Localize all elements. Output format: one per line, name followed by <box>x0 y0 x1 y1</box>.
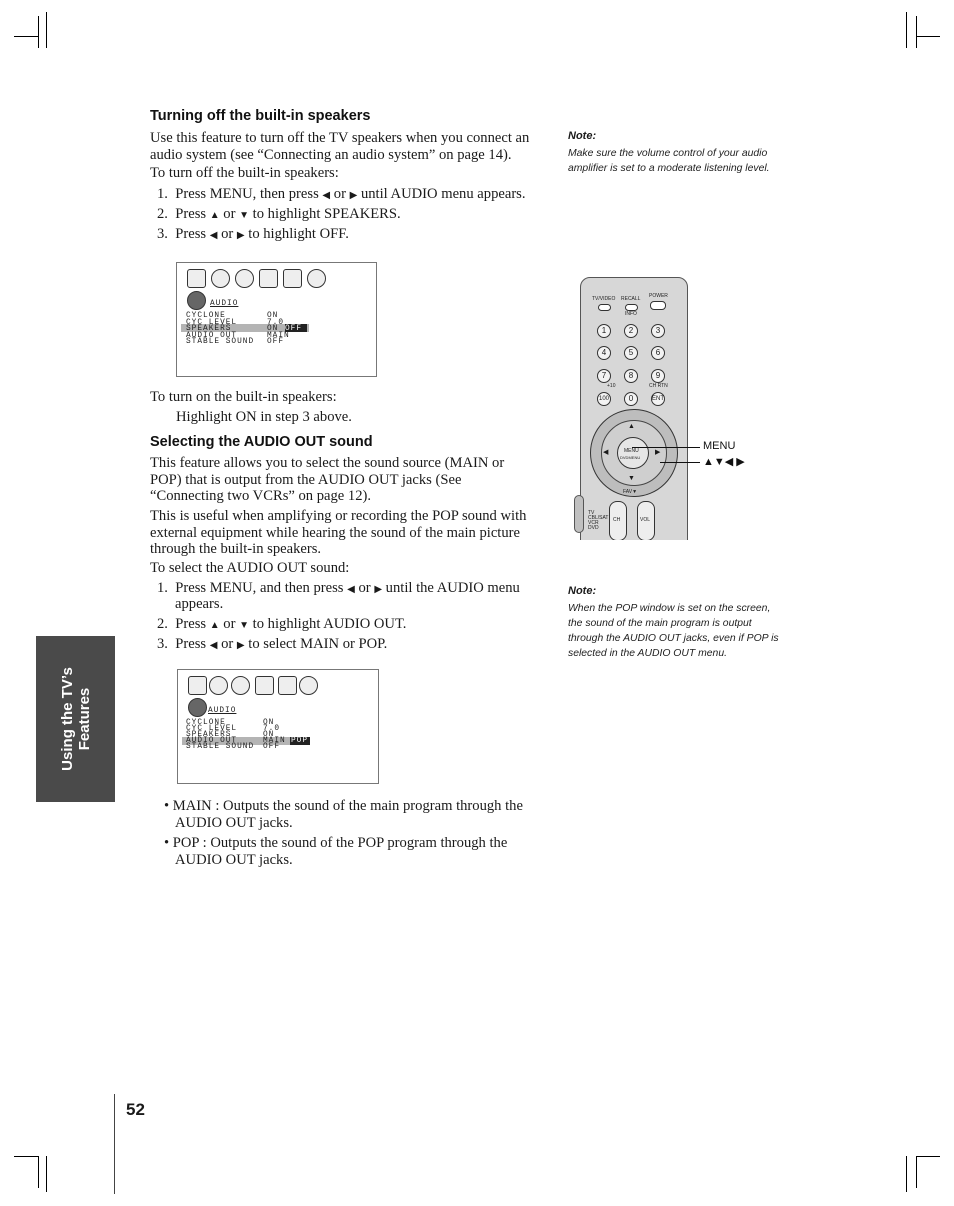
osd-screen-audio-2 <box>177 669 379 784</box>
turn-on-lead: To turn on the built-in speakers: <box>150 389 337 405</box>
left-arrow-icon: ◀ <box>209 230 218 241</box>
osd-title: AUDIO <box>210 300 239 308</box>
crop-mark <box>906 1156 907 1192</box>
recall-label: RECALL <box>621 296 641 302</box>
step-3: 3. Press ◀ or ▶ to highlight OFF. <box>157 226 349 242</box>
button-100[interactable]: 100 <box>597 392 611 406</box>
up-arrow-icon: ▲ <box>209 210 220 221</box>
dvdmenu-label: DVDMENU <box>620 455 641 460</box>
crop-mark <box>916 16 917 48</box>
side-tab-line2: Features <box>75 687 93 751</box>
ch-label: CH <box>613 517 621 523</box>
power-button[interactable] <box>650 301 666 310</box>
section-heading-audio-out: Selecting the AUDIO OUT sound <box>150 434 373 450</box>
bullet-pop: • POP : Outputs the sound of the POP program through the <box>164 835 508 851</box>
osd-row-value: ON <box>267 325 279 333</box>
note2-line: When the POP window is set on the screen, <box>568 603 771 614</box>
down-arrow-icon: ▼ <box>239 210 250 221</box>
page-number: 52 <box>126 1100 145 1119</box>
plus10-label: +10 <box>607 383 616 389</box>
note2-line: through the AUDIO OUT jacks, even if POP is <box>568 633 779 644</box>
step-1: 1. Press MENU, and then press ◀ or ▶ until the AUDIO menu <box>157 580 520 596</box>
power-label: POWER <box>649 293 668 299</box>
osd-row-value: ON <box>263 731 275 739</box>
right-arrow-icon[interactable]: ▶ <box>655 448 661 456</box>
osd-row-label: CYCLONE <box>186 312 226 320</box>
down-arrow-icon[interactable]: ▼ <box>628 474 635 482</box>
picture-icon <box>188 676 207 695</box>
audio-icon <box>209 676 228 695</box>
fav-down-label: FAV▼ <box>623 489 638 495</box>
osd-screen-audio-1 <box>176 262 377 377</box>
note2-heading: Note: <box>568 585 597 597</box>
bullet-main-cont: AUDIO OUT jacks. <box>175 815 293 831</box>
crop-mark <box>906 12 907 48</box>
audio-selected-icon <box>188 698 207 717</box>
right-arrow-icon: ▶ <box>349 190 358 201</box>
crop-mark <box>916 36 940 37</box>
osd-row-value-alt: POP <box>291 737 309 745</box>
section1-intro: Use this feature to turn off the TV speakers when you connect an audio system (see “Connecting an audio system” on page 14). <box>150 130 530 163</box>
section1-lead: To turn off the built-in speakers: <box>150 165 339 181</box>
note1-line: amplifier is set to a moderate listening level. <box>568 163 770 174</box>
setup-icon <box>235 269 254 288</box>
osd-row-value: OFF <box>267 338 285 346</box>
digit-8-button[interactable]: 8 <box>624 369 638 383</box>
step-3: 3. Press ◀ or ▶ to select MAIN or POP. <box>157 636 388 652</box>
tv-video-button[interactable] <box>598 304 611 311</box>
digit-5-button[interactable]: 5 <box>624 346 638 360</box>
crop-mark <box>46 1156 47 1192</box>
section2-p1: This feature allows you to select the sound source (MAIN or POP) that is output from the AUDIO OUT jacks (See “Connecting two VCRs” on page 12). <box>150 455 505 504</box>
osd-row-label: SPEAKERS <box>186 731 232 739</box>
section2-lead: To select the AUDIO OUT sound: <box>150 560 350 576</box>
note2-line: the sound of the main program is output <box>568 618 752 629</box>
audio-selected-icon <box>187 291 206 310</box>
digit-6-button[interactable]: 6 <box>651 346 665 360</box>
chrtn-label: CH RTN <box>649 383 668 389</box>
digit-1-button[interactable]: 1 <box>597 324 611 338</box>
osd-row-value: MAIN <box>267 332 290 340</box>
info-label: INFO <box>625 311 637 317</box>
callout-arrows: ▲▼◀ ▶ <box>703 456 745 468</box>
callout-line-menu <box>632 447 700 448</box>
up-arrow-icon: ▲ <box>209 620 220 631</box>
timer-icon <box>259 269 278 288</box>
vol-label: VOL <box>640 517 651 523</box>
crop-mark <box>38 1156 39 1188</box>
osd-row-label: STABLE SOUND <box>186 743 255 751</box>
callout-line-arrows <box>660 462 700 463</box>
step-2: 2. Press ▲ or ▼ to highlight SPEAKERS. <box>157 206 401 222</box>
digit-9-button[interactable]: 9 <box>651 369 665 383</box>
source-labels: TV CBL/SAT VCR DVD <box>588 510 609 531</box>
timer-icon <box>255 676 274 695</box>
digit-2-button[interactable]: 2 <box>624 324 638 338</box>
osd-row-value: 7.0 <box>267 319 285 327</box>
osd-row-value-alt: OFF <box>285 325 303 333</box>
option-icon <box>283 269 302 288</box>
right-arrow-icon: ▶ <box>236 640 245 651</box>
crop-mark <box>38 16 39 48</box>
right-arrow-icon: ▶ <box>374 584 383 595</box>
ent-button[interactable]: ENT <box>651 392 665 406</box>
bullet-pop-cont: AUDIO OUT jacks. <box>175 852 293 868</box>
osd-title: AUDIO <box>208 707 237 715</box>
crop-mark <box>916 1156 940 1157</box>
down-arrow-icon: ▼ <box>239 620 250 631</box>
crop-mark <box>916 1156 917 1188</box>
osd-row-value: OFF <box>263 743 281 751</box>
picture-icon <box>187 269 206 288</box>
digit-7-button[interactable]: 7 <box>597 369 611 383</box>
section2-p2: This is useful when amplifying or recording the POP sound with external equipment while hearing the sound of the main picture through the built-in speakers. <box>150 508 527 557</box>
side-tab-line1: Using the TV’s <box>58 667 76 771</box>
osd-row-label: AUDIO OUT <box>186 332 238 340</box>
osd-row-label: CYCLONE <box>186 719 226 727</box>
side-tab <box>36 636 115 802</box>
left-arrow-icon[interactable]: ◀ <box>603 448 609 456</box>
section-heading-speakers: Turning off the built-in speakers <box>150 108 371 124</box>
tv-video-label: TV/VIDEO <box>592 296 616 302</box>
lock-icon <box>307 269 326 288</box>
crop-mark <box>14 36 38 37</box>
page-rule <box>114 1094 115 1194</box>
recall-button[interactable] <box>625 304 638 311</box>
osd-row-value: ON <box>263 719 275 727</box>
osd-row-label: STABLE SOUND <box>186 338 255 346</box>
osd-row-label: AUDIO OUT <box>186 737 238 745</box>
step-2: 2. Press ▲ or ▼ to highlight AUDIO OUT. <box>157 616 407 632</box>
menu-button-label: MENU <box>624 448 639 454</box>
digit-3-button[interactable]: 3 <box>651 324 665 338</box>
digit-0-button[interactable]: 0 <box>624 392 638 406</box>
osd-row-label: SPEAKERS <box>186 325 232 333</box>
digit-4-button[interactable]: 4 <box>597 346 611 360</box>
crop-mark <box>14 1156 38 1157</box>
left-arrow-icon: ◀ <box>347 584 355 595</box>
option-icon <box>278 676 297 695</box>
right-arrow-icon: ▶ <box>236 230 245 241</box>
left-arrow-icon: ◀ <box>209 640 218 651</box>
osd-row-label: CYC LEVEL <box>186 319 238 327</box>
left-arrow-icon: ◀ <box>322 190 331 201</box>
note1-heading: Note: <box>568 130 597 142</box>
step-1: 1. Press MENU, then press ◀ or ▶ until AUDIO menu appears. <box>157 186 526 202</box>
lock-icon <box>299 676 318 695</box>
turn-on-step: Highlight ON in step 3 above. <box>176 409 352 425</box>
note1-line: Make sure the volume control of your audio <box>568 148 768 159</box>
remote-side <box>574 495 584 533</box>
remote-control <box>574 277 688 540</box>
note2-line: selected in the AUDIO OUT menu. <box>568 648 727 659</box>
audio-icon <box>211 269 230 288</box>
callout-menu: MENU <box>703 440 736 452</box>
setup-icon <box>231 676 250 695</box>
osd-row-value: MAIN <box>263 737 286 745</box>
step-1-cont: appears. <box>175 596 224 612</box>
bullet-main: • MAIN : Outputs the sound of the main program through the <box>164 798 523 814</box>
crop-mark <box>46 12 47 48</box>
osd-row-value: 7.0 <box>263 725 281 733</box>
osd-row-value: ON <box>267 312 279 320</box>
up-arrow-icon[interactable]: ▲ <box>628 422 635 430</box>
osd-row-label: CYC LEVEL <box>186 725 238 733</box>
